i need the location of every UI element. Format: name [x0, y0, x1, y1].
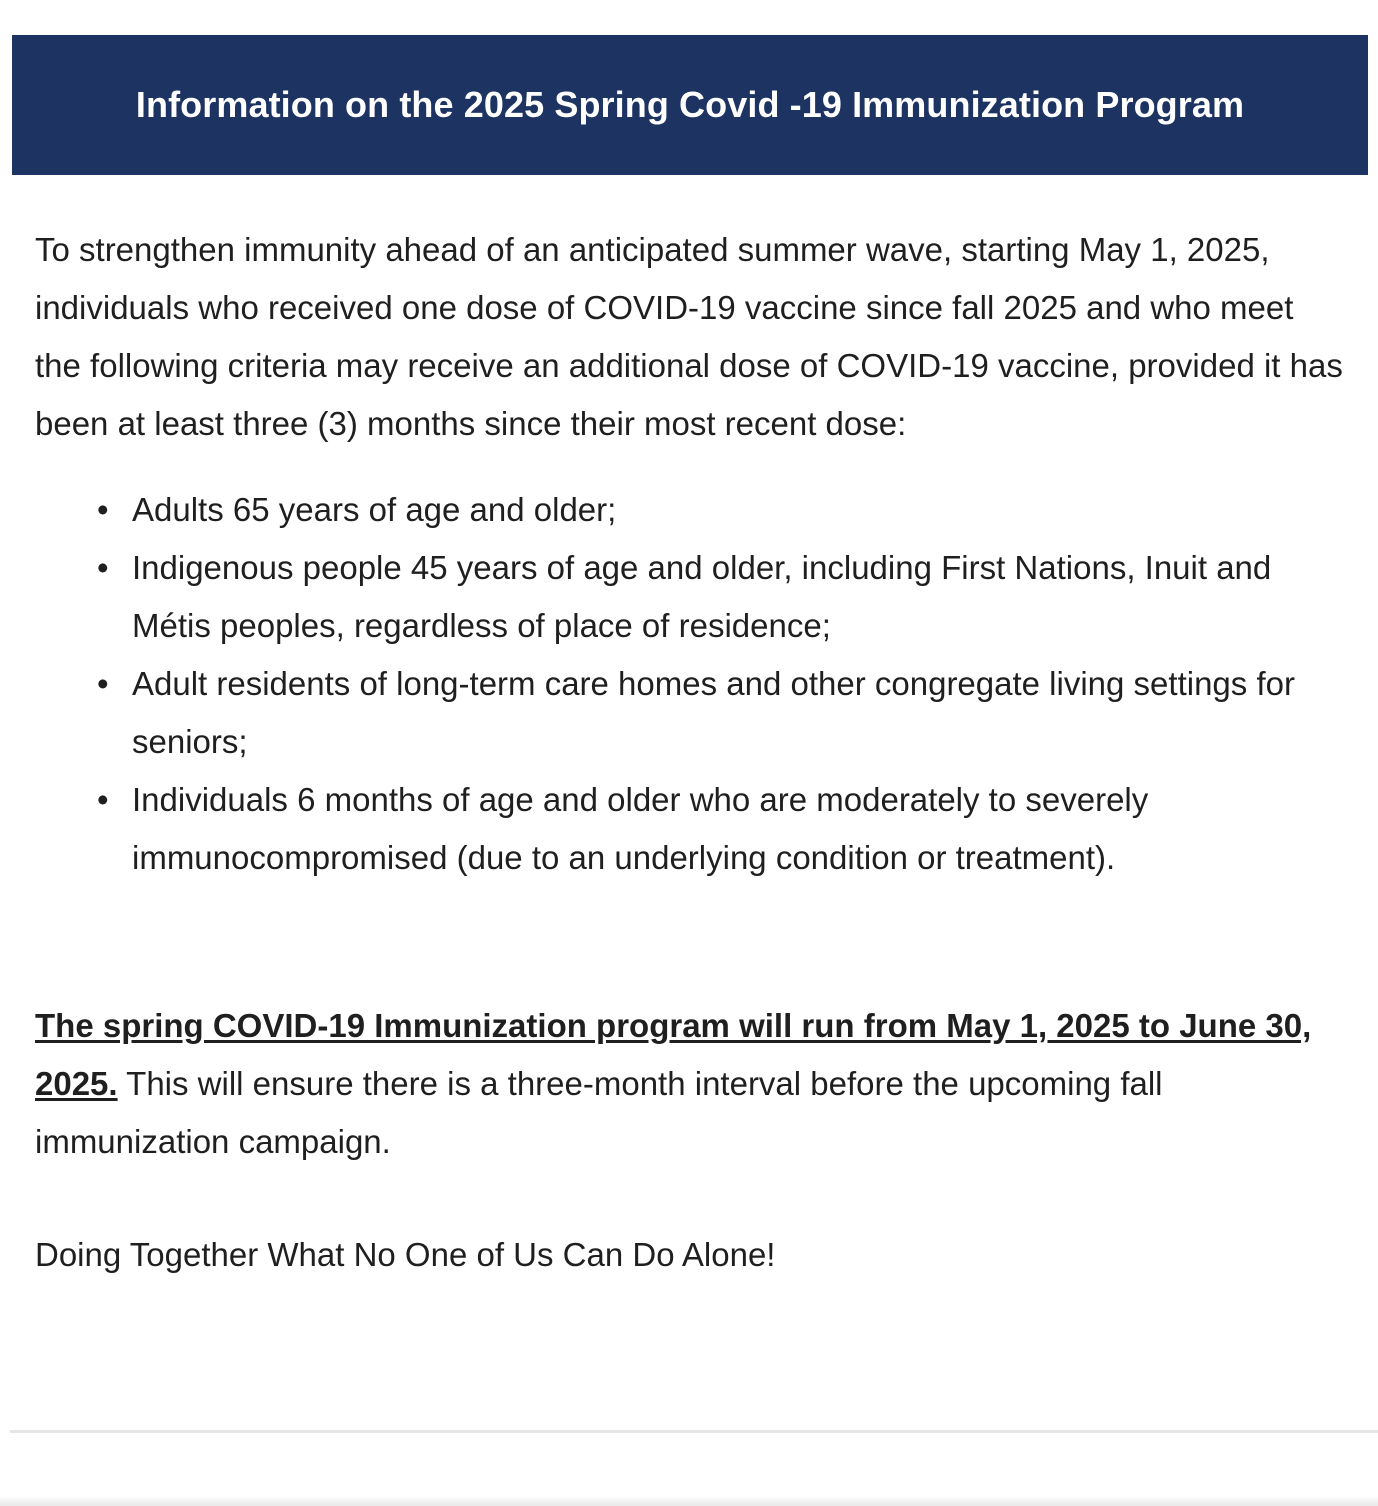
list-item-label: Indigenous people 45 years of age and older, including First Nations, Inuit and Métis peoples, regardless of place of residence; — [132, 549, 1272, 644]
bottom-partial-band — [0, 1496, 1378, 1506]
article-content — [35, 221, 1345, 1284]
program-dates-emphasis: The spring COVID-19 Immunization program will run from May 1, 2025 to June 30, 2025. — [35, 1007, 1312, 1102]
bullet-icon: • — [97, 781, 109, 818]
list-item — [35, 771, 1345, 887]
bullet-icon: • — [97, 665, 109, 702]
bullet-icon: • — [97, 549, 109, 586]
section-divider — [10, 1430, 1378, 1433]
program-dates-paragraph — [35, 997, 1345, 1171]
bullet-icon: • — [97, 491, 109, 528]
list-item-label: Adult residents of long-term care homes and other congregate living settings for seniors; — [132, 665, 1295, 760]
list-item-label: Individuals 6 months of age and older who are moderately to severely immunocompromised (due to an underlying condition or treatment). — [132, 781, 1149, 876]
list-item — [35, 481, 1345, 539]
header-banner — [12, 35, 1368, 175]
list-item-label: Adults 65 years of age and older; — [132, 491, 617, 528]
tagline: Doing Together What No One of Us Can Do Alone! — [35, 1236, 776, 1273]
program-dates-detail: This will ensure there is a three-month interval before the upcoming fall immunization campaign. — [35, 1065, 1163, 1160]
page-title: Information on the 2025 Spring Covid -19 Immunization Program — [135, 84, 1245, 126]
list-item — [35, 539, 1345, 655]
list-item — [35, 655, 1345, 771]
intro-paragraph: To strengthen immunity ahead of an anticipated summer wave, starting May 1, 2025, individuals who received one dose of COVID-19 vaccine since fall 2025 and who meet the following criteria may receive an additional dose of COVID-19 vaccine, provided it has been at least three (3) months since their most recent dose: — [35, 231, 1343, 442]
eligibility-criteria-list — [35, 481, 1345, 887]
